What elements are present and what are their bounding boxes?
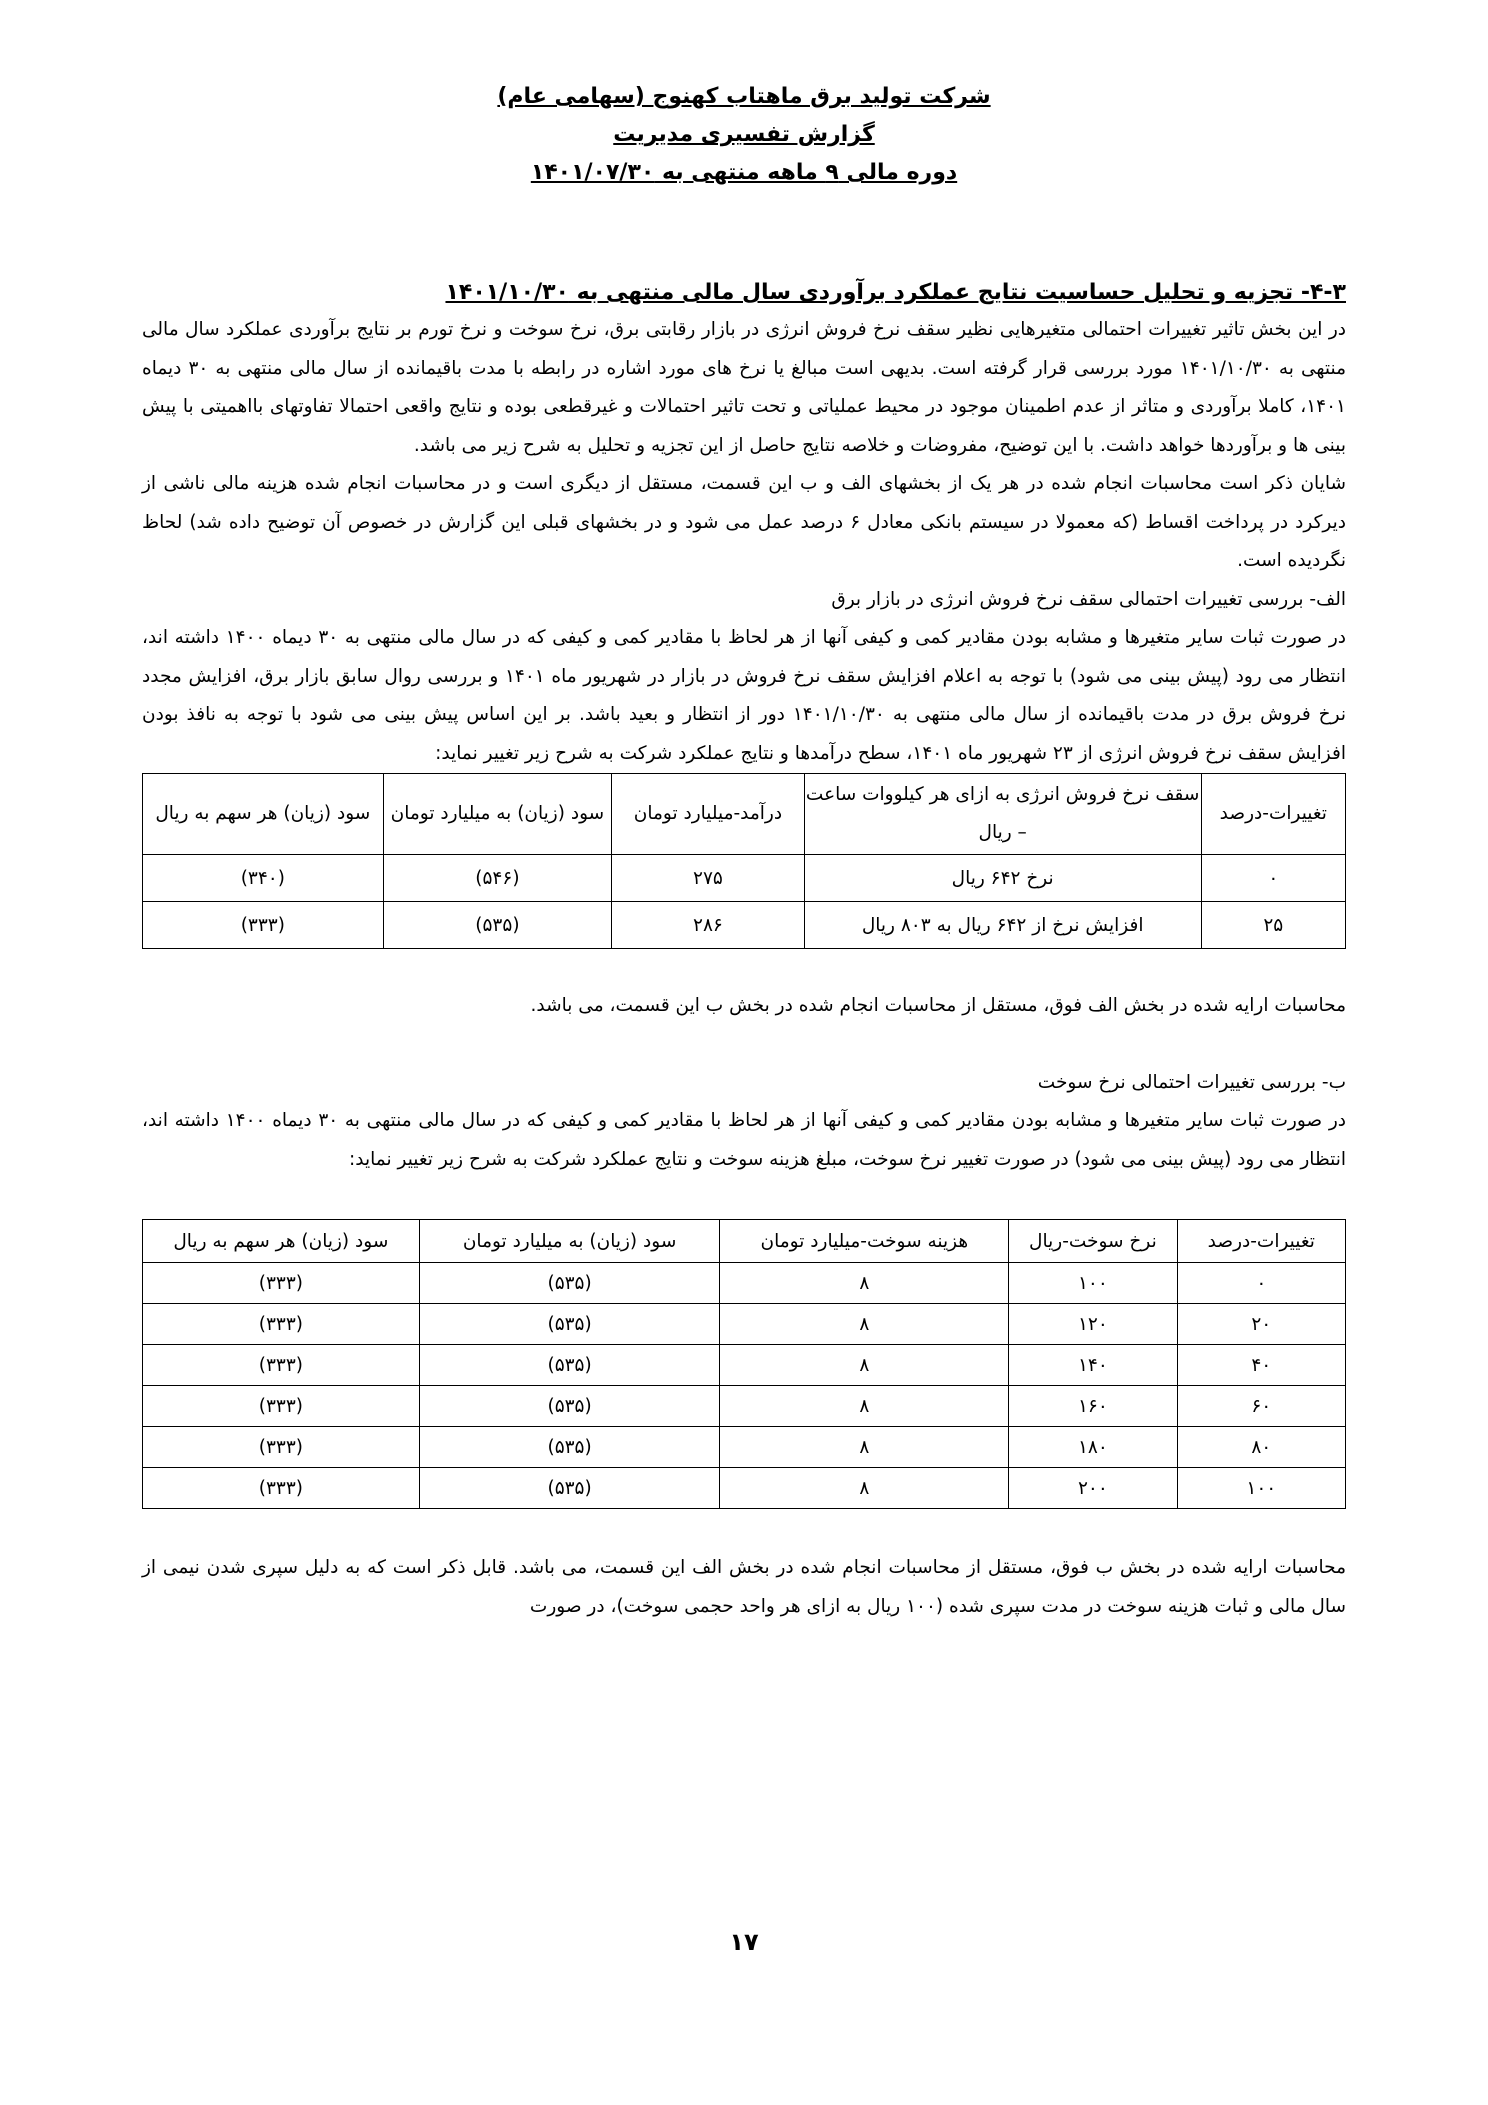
energy-rate-table	[142, 773, 1346, 949]
table-cell: (۵۳۵)	[419, 1304, 720, 1345]
table-cell: (۵۳۵)	[383, 902, 612, 949]
table-cell: (۵۳۵)	[419, 1345, 720, 1386]
table-cell: ۸	[720, 1468, 1009, 1509]
col-profit-billion: سود (زیان) به میلیارد تومان	[419, 1220, 720, 1263]
table-cell: (۵۳۵)	[419, 1427, 720, 1468]
table-row	[143, 1345, 1346, 1386]
table-cell: نرخ ۶۴۲ ریال	[804, 855, 1201, 902]
table-cell: ۸	[720, 1427, 1009, 1468]
table-cell: ۸	[720, 1304, 1009, 1345]
table-cell: (۳۴۰)	[143, 855, 384, 902]
col-eps: سود (زیان) هر سهم به ریال	[143, 774, 384, 855]
table-cell: ۱۰۰	[1177, 1468, 1345, 1509]
table-cell: ۲۰	[1177, 1304, 1345, 1345]
table-cell: ۰	[1201, 855, 1345, 902]
col-change-percent: تغییرات-درصد	[1201, 774, 1345, 855]
part-b-note: محاسبات ارایه شده در بخش ب فوق، مستقل از محاسبات انجام شده در بخش الف این قسمت، می باشد. قابل ذکر است که به دلیل سپری شدن نیمی از سال مالی و ثبات هزینه سوخت در مدت سپری شده (۱۰۰ ریال به ازای هر واحد حجمی سوخت)، در صورت	[142, 1557, 1346, 1617]
table-cell: (۵۳۵)	[419, 1386, 720, 1427]
table-cell: ۲۵	[1201, 902, 1345, 949]
company-name: شرکت تولید برق ماهتاب کهنوج (سهامی عام)	[497, 84, 991, 109]
table-cell: (۵۴۶)	[383, 855, 612, 902]
part-a-note: محاسبات ارایه شده در بخش الف فوق، مستقل از محاسبات انجام شده در بخش ب این قسمت، می باشد.	[530, 995, 1346, 1016]
table-cell: ۱۶۰	[1009, 1386, 1177, 1427]
table-row	[143, 1263, 1346, 1304]
intro-paragraph: در این بخش تاثیر تغییرات احتمالی متغیرهایی نظیر سقف نرخ فروش انرژی در بازار رقابتی برق، نرخ سوخت و نرخ تورم بر نتایج برآوردی عملکرد سال مالی منتهی به ۱۴۰۱/۱۰/۳۰ مورد بررسی قرار گرفته است. بدیهی است مبالغ یا نرخ های مورد اشاره در رابطه با مدت باقیمانده از سال مالی منتهی به ۳۰ دیماه ۱۴۰۱، کاملا برآوردی و متاثر از عدم اطمینان موجود در محیط عملیاتی و تحت تاثیر احتمالات و غیرقطعی بوده و نتایج واقعی احتمالا تفاوتهای بااهمیتی با پیش بینی ها و برآوردها خواهد داشت. با این توضیح، مفروضات و خلاصه نتایج حاصل از این تجزیه و تحلیل به شرح زیر می باشد.	[142, 319, 1346, 456]
col-eps: سود (زیان) هر سهم به ریال	[143, 1220, 420, 1263]
page-number: ۱۷	[729, 1928, 759, 1956]
table-cell: (۳۳۳)	[143, 902, 384, 949]
table-cell: (۳۳۳)	[143, 1304, 420, 1345]
table-header-row	[143, 774, 1346, 855]
table-cell: ۲۷۵	[612, 855, 804, 902]
table-cell: ۱۸۰	[1009, 1427, 1177, 1468]
table-row	[143, 1304, 1346, 1345]
main-content	[142, 280, 1346, 1626]
report-period: دوره مالی ۹ ماهه منتهی به ۱۴۰۱/۰۷/۳۰	[530, 160, 958, 185]
table-cell: افزایش نرخ از ۶۴۲ ریال به ۸۰۳ ریال	[804, 902, 1201, 949]
col-profit-billion: سود (زیان) به میلیارد تومان	[383, 774, 612, 855]
table-cell: (۳۳۳)	[143, 1468, 420, 1509]
table-cell: ۲۰۰	[1009, 1468, 1177, 1509]
table-cell: (۳۳۳)	[143, 1386, 420, 1427]
table-row	[143, 855, 1346, 902]
table-header-row	[143, 1220, 1346, 1263]
table-row	[143, 1468, 1346, 1509]
table-row	[143, 1386, 1346, 1427]
table-cell: ۱۴۰	[1009, 1345, 1177, 1386]
heading-part-a: الف- بررسی تغییرات احتمالی سقف نرخ فروش انرژی در بازار برق	[831, 588, 1346, 610]
heading-part-b: ب- بررسی تغییرات احتمالی نرخ سوخت	[1037, 1071, 1346, 1093]
col-change-percent: تغییرات-درصد	[1177, 1220, 1345, 1263]
section-title: ۴-۳- تجزیه و تحلیل حساسیت نتایج عملکرد برآوردی سال مالی منتهی به ۱۴۰۱/۱۰/۳۰	[445, 280, 1346, 305]
part-b-paragraph: در صورت ثبات سایر متغیرها و مشابه بودن مقادیر کمی و کیفی آنها از هر لحاظ با مقادیر کمی و کیفی که در سال مالی منتهی به ۳۰ دیماه ۱۴۰۰ داشته اند، انتظار می رود (پیش بینی می شود) در صورت تغییر نرخ سوخت، مبلغ هزینه سوخت و نتایج عملکرد شرکت به شرح زیر تغییر نماید:	[142, 1110, 1346, 1170]
col-fuel-rate: نرخ سوخت-ریال	[1009, 1220, 1177, 1263]
col-rate-ceiling: سقف نرخ فروش انرژی به ازای هر کیلووات ساعت – ریال	[804, 774, 1201, 855]
table-cell: (۳۳۳)	[143, 1263, 420, 1304]
table-row	[143, 902, 1346, 949]
table-cell: ۰	[1177, 1263, 1345, 1304]
table-row	[143, 1427, 1346, 1468]
table-cell: ۲۸۶	[612, 902, 804, 949]
table-cell: ۸	[720, 1386, 1009, 1427]
table-cell: ۶۰	[1177, 1386, 1345, 1427]
note-paragraph: شایان ذکر است محاسبات انجام شده در هر یک از بخشهای الف و ب این قسمت، مستقل از دیگری است و در محاسبات انجام شده هزینه مالی ناشی از دیرکرد در پرداخت اقساط (که معمولا در سیستم بانکی معادل ۶ درصد عمل می شود و در بخشهای قبلی این گزارش در خصوص آن توضیح داده شد) لحاظ نگردیده است.	[142, 473, 1346, 571]
table-cell: ۸	[720, 1263, 1009, 1304]
table-cell: ۱۲۰	[1009, 1304, 1177, 1345]
table-cell: ۸	[720, 1345, 1009, 1386]
table-cell: (۳۳۳)	[143, 1427, 420, 1468]
report-header	[0, 78, 1488, 192]
report-title: گزارش تفسیری مدیریت	[613, 122, 875, 147]
col-fuel-cost: هزینه سوخت-میلیارد تومان	[720, 1220, 1009, 1263]
table-cell: (۵۳۵)	[419, 1263, 720, 1304]
table-cell: ۸۰	[1177, 1427, 1345, 1468]
table-cell: ۱۰۰	[1009, 1263, 1177, 1304]
table-cell: (۵۳۵)	[419, 1468, 720, 1509]
part-a-paragraph: در صورت ثبات سایر متغیرها و مشابه بودن مقادیر کمی و کیفی آنها از هر لحاظ با مقادیر کمی و کیفی که در سال مالی منتهی به ۳۰ دیماه ۱۴۰۰ داشته اند، انتظار می رود (پیش بینی می شود) با توجه به اعلام افزایش سقف نرخ فروش در بازار در شهریور ماه ۱۴۰۱ و بررسی روال سابق بازار برق، افزایش مجدد نرخ فروش برق در مدت باقیمانده از سال مالی منتهی به ۱۴۰۱/۱۰/۳۰ دور از انتظار و بعید باشد. بر این اساس پیش بینی می شود با توجه به نافذ بودن افزایش سقف نرخ فروش انرژی از ۲۳ شهریور ماه ۱۴۰۱، سطح درآمدها و نتایج عملکرد شرکت به شرح زیر تغییر نماید:	[142, 627, 1346, 764]
table-cell: ۴۰	[1177, 1345, 1345, 1386]
fuel-rate-table	[142, 1219, 1346, 1509]
table-cell: (۳۳۳)	[143, 1345, 420, 1386]
col-revenue: درآمد-میلیارد تومان	[612, 774, 804, 855]
